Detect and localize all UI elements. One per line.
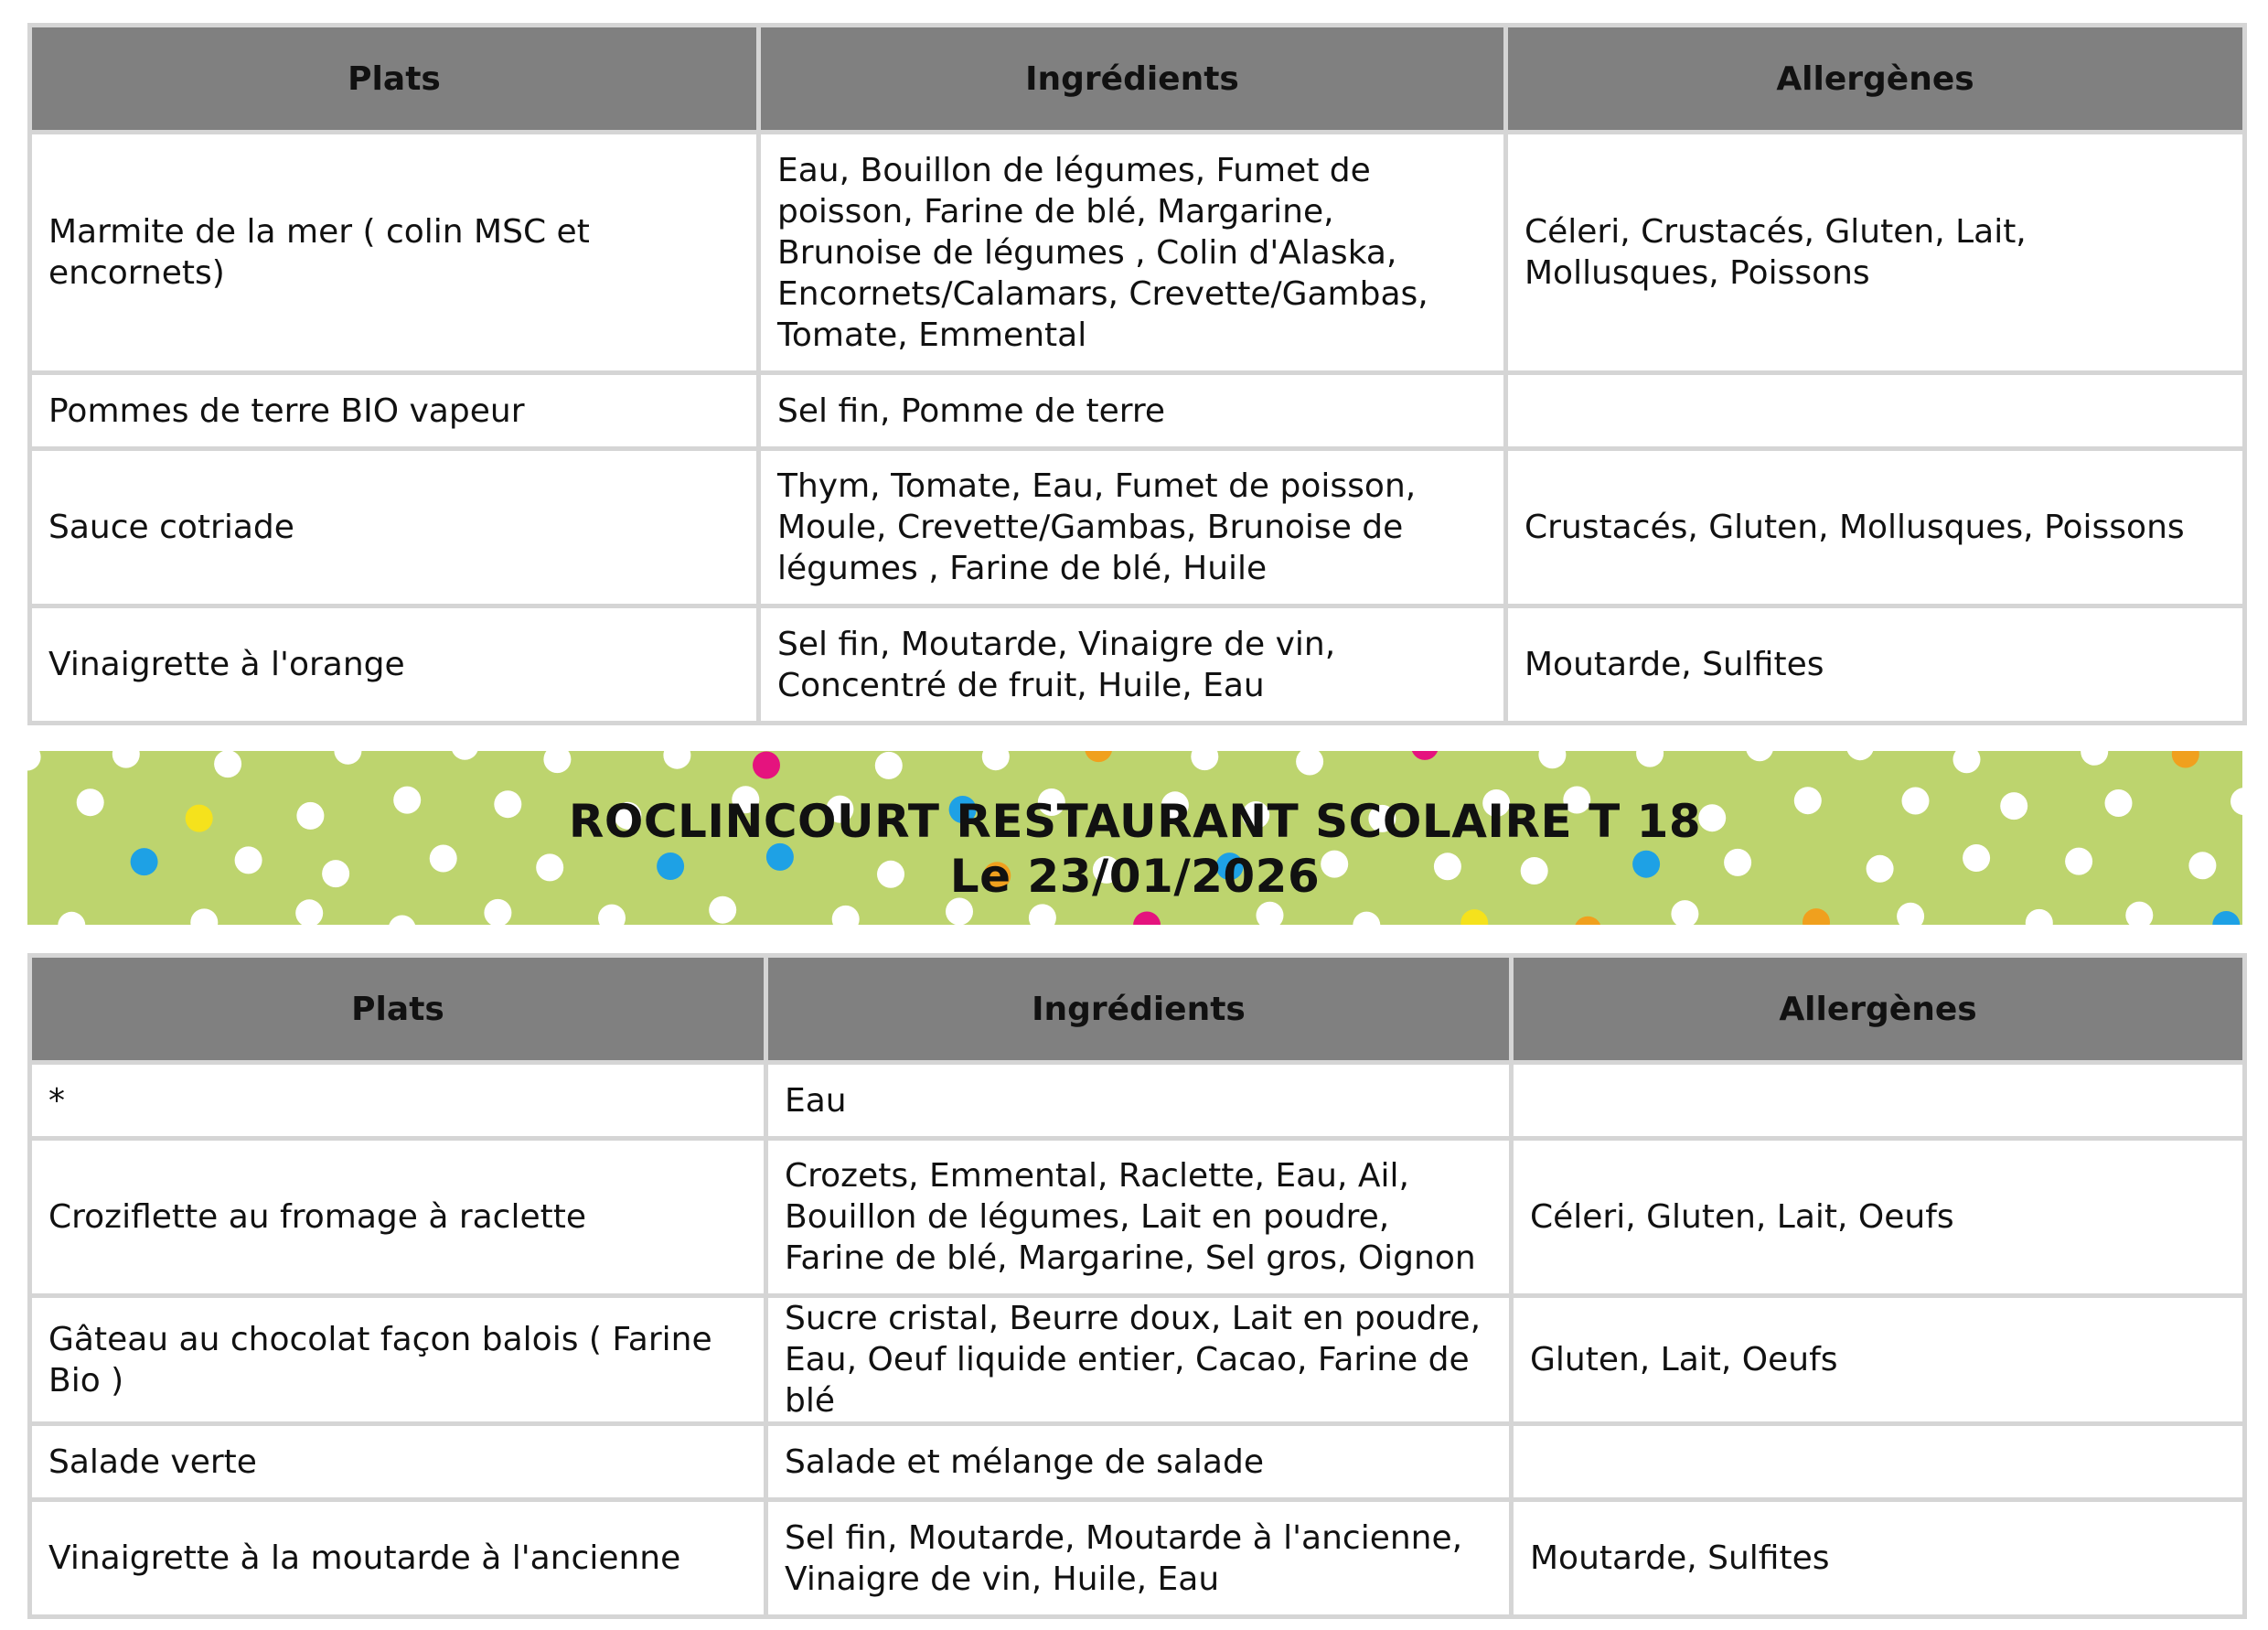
decorative-dot — [214, 751, 241, 777]
decorative-dot — [753, 752, 780, 779]
ingredients-cell: Eau, Bouillon de légumes, Fumet de poisson, Farine de blé, Margarine, Brunoise de légumes , Colin d'Alaska, Encornets/Calamars, Crevette/Gambas, Tomate, Emmental — [759, 133, 1506, 373]
header-ingredients: Ingrédients — [759, 26, 1506, 133]
plat-cell: Vinaigrette à l'orange — [30, 606, 759, 724]
decorative-dot — [112, 751, 140, 768]
decorative-dot — [2212, 911, 2240, 925]
decorative-dot — [2026, 909, 2053, 925]
header-allergenes: Allergènes — [1512, 956, 2245, 1063]
ingredients-cell: Crozets, Emmental, Raclette, Eau, Ail, Bouillon de légumes, Lait en poudre, Farine de blé, Margarine, Sel gros, Oignon — [766, 1139, 1512, 1296]
decorative-dot — [1538, 751, 1566, 768]
decorative-dot — [2081, 751, 2108, 766]
decorative-dot — [875, 752, 903, 779]
decorative-dot — [1353, 912, 1380, 925]
ingredients-cell: Thym, Tomate, Eau, Fumet de poisson, Moule, Crevette/Gambas, Brunoise de légumes , Farine de blé, Huile — [759, 449, 1506, 606]
allergenes-cell: Moutarde, Sulfites — [1506, 606, 2245, 724]
decorative-dot — [982, 751, 1010, 770]
decorative-dot — [27, 751, 41, 771]
decorative-dot — [1191, 751, 1218, 770]
menu-table-previous-day — [27, 23, 2247, 725]
decorative-dot — [543, 751, 571, 773]
decorative-dot — [1029, 904, 1056, 925]
table-row — [30, 1424, 2245, 1500]
table-header-row — [30, 26, 2245, 133]
restaurant-title: ROCLINCOURT RESTAURANT SCOLAIRE T 18 — [568, 795, 1702, 848]
decorative-dot — [1897, 903, 1924, 925]
decorative-dot — [1953, 751, 1981, 773]
ingredients-cell: Sucre cristal, Beurre doux, Lait en poudre, Eau, Oeuf liquide entier, Cacao, Farine de blé — [766, 1296, 1512, 1424]
header-plats: Plats — [30, 956, 766, 1063]
ingredients-cell: Sel fin, Moutarde, Moutarde à l'ancienne, Vinaigre de vin, Huile, Eau — [766, 1500, 1512, 1617]
decorative-dot — [190, 908, 218, 925]
decorative-dot — [2125, 902, 2153, 925]
decorative-dot — [1846, 751, 1874, 760]
decorative-dot — [58, 912, 85, 925]
decorative-dot — [1411, 751, 1439, 760]
plat-cell: Salade verte — [30, 1424, 766, 1500]
plat-cell: Croziflette au fromage à raclette — [30, 1139, 766, 1296]
plat-cell: Marmite de la mer ( colin MSC et encornets) — [30, 133, 759, 373]
table-row — [30, 449, 2245, 606]
decorative-dot — [389, 916, 416, 926]
decorative-dot — [1257, 902, 1284, 925]
table-header-row — [30, 956, 2245, 1063]
decorative-dot — [1636, 751, 1664, 767]
table-row — [30, 1063, 2245, 1139]
decorative-dot — [1574, 917, 1601, 925]
header-allergenes: Allergènes — [1506, 26, 2245, 133]
plat-cell: Sauce cotriade — [30, 449, 759, 606]
allergenes-cell — [1512, 1063, 2245, 1139]
decorative-dot — [1460, 909, 1488, 925]
decorative-dot — [1133, 912, 1161, 926]
header-plats: Plats — [30, 26, 759, 133]
decorative-dot — [1746, 751, 1773, 761]
menu-date: Le 23/01/2026 — [949, 850, 1321, 903]
table-row — [30, 606, 2245, 724]
allergenes-cell: Céleri, Gluten, Lait, Oeufs — [1512, 1139, 2245, 1296]
decorative-dot — [1803, 908, 1830, 925]
decorative-dot — [598, 905, 626, 925]
decorative-dot — [1671, 900, 1698, 925]
header-ingredients: Ingrédients — [766, 956, 1512, 1063]
decorative-dot — [663, 751, 690, 769]
ingredients-cell: Sel fin, Moutarde, Vinaigre de vin, Concentré de fruit, Huile, Eau — [759, 606, 1506, 724]
decorative-dot — [334, 751, 361, 765]
table-row — [30, 1139, 2245, 1296]
ingredients-cell: Salade et mélange de salade — [766, 1424, 1512, 1500]
allergenes-cell: Moutarde, Sulfites — [1512, 1500, 2245, 1617]
plat-cell: Vinaigrette à la moutarde à l'ancienne — [30, 1500, 766, 1617]
decorative-dot — [832, 906, 860, 925]
table-row — [30, 373, 2245, 449]
decorative-dot — [2172, 751, 2199, 768]
allergenes-cell: Céleri, Crustacés, Gluten, Lait, Mollusques, Poissons — [1506, 133, 2245, 373]
allergenes-cell: Crustacés, Gluten, Mollusques, Poissons — [1506, 449, 2245, 606]
decorative-dot — [1296, 751, 1323, 776]
allergenes-cell: Gluten, Lait, Oeufs — [1512, 1296, 2245, 1424]
ingredients-cell: Eau — [766, 1063, 1512, 1139]
plat-cell: Gâteau au chocolat façon balois ( Farine Bio ) — [30, 1296, 766, 1424]
ingredients-cell: Sel fin, Pomme de terre — [759, 373, 1506, 449]
decorative-dot — [451, 751, 478, 760]
menu-table-day — [27, 953, 2247, 1619]
table-row — [30, 1296, 2245, 1424]
table-row — [30, 133, 2245, 373]
plat-cell: * — [30, 1063, 766, 1139]
table-row — [30, 1500, 2245, 1617]
allergenes-cell — [1512, 1424, 2245, 1500]
plat-cell: Pommes de terre BIO vapeur — [30, 373, 759, 449]
day-banner — [27, 751, 2242, 925]
allergenes-cell — [1506, 373, 2245, 449]
decorative-dot — [1085, 751, 1112, 762]
